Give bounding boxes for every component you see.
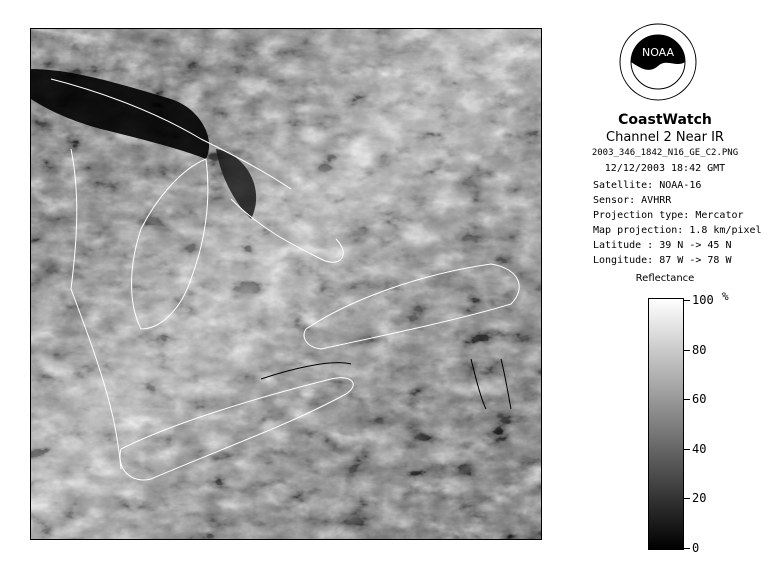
- meta-latitude: Latitude : 39 N -> 45 N: [593, 240, 732, 251]
- scale-tick-mark: [684, 399, 690, 400]
- scale-tick-label: 80: [692, 342, 707, 357]
- logo-text: NOAA: [641, 46, 675, 59]
- file-name: 2003_346_1842_N16_GE_C2.PNG: [591, 148, 739, 158]
- scale-tick-label: 100: [692, 293, 714, 307]
- noaa-logo: [618, 22, 698, 102]
- product-title: CoastWatch: [618, 112, 712, 128]
- scale-tick-mark: [684, 300, 690, 301]
- channel-subtitle: Channel 2 Near IR: [606, 130, 724, 145]
- meta-sensor: Sensor: AVHRR: [593, 195, 672, 206]
- scale-tick-label: 40: [692, 441, 707, 456]
- meta-longitude: Longitude: 87 W -> 78 W: [593, 255, 732, 266]
- meta-projection-type: Projection type: Mercator: [593, 210, 744, 221]
- meta-map-projection: Map projection: 1.8 km/pixel: [593, 225, 762, 236]
- reflectance-colorbar: [648, 298, 684, 550]
- scale-tick-label: 0: [692, 541, 700, 555]
- scale-tick-mark: [684, 548, 690, 549]
- scale-unit: %: [722, 290, 729, 303]
- scale-tick-mark: [684, 498, 690, 499]
- scale-tick-mark: [684, 449, 690, 450]
- scale-tick-mark: [684, 350, 690, 351]
- acquisition-datetime: 12/12/2003 18:42 GMT: [604, 163, 726, 174]
- meta-satellite: Satellite: NOAA-16: [593, 180, 702, 191]
- scale-tick-label: 60: [692, 392, 707, 407]
- satellite-image: [30, 28, 542, 540]
- scale-tick-label: 20: [692, 491, 707, 506]
- scale-label: Reflectance: [635, 273, 695, 284]
